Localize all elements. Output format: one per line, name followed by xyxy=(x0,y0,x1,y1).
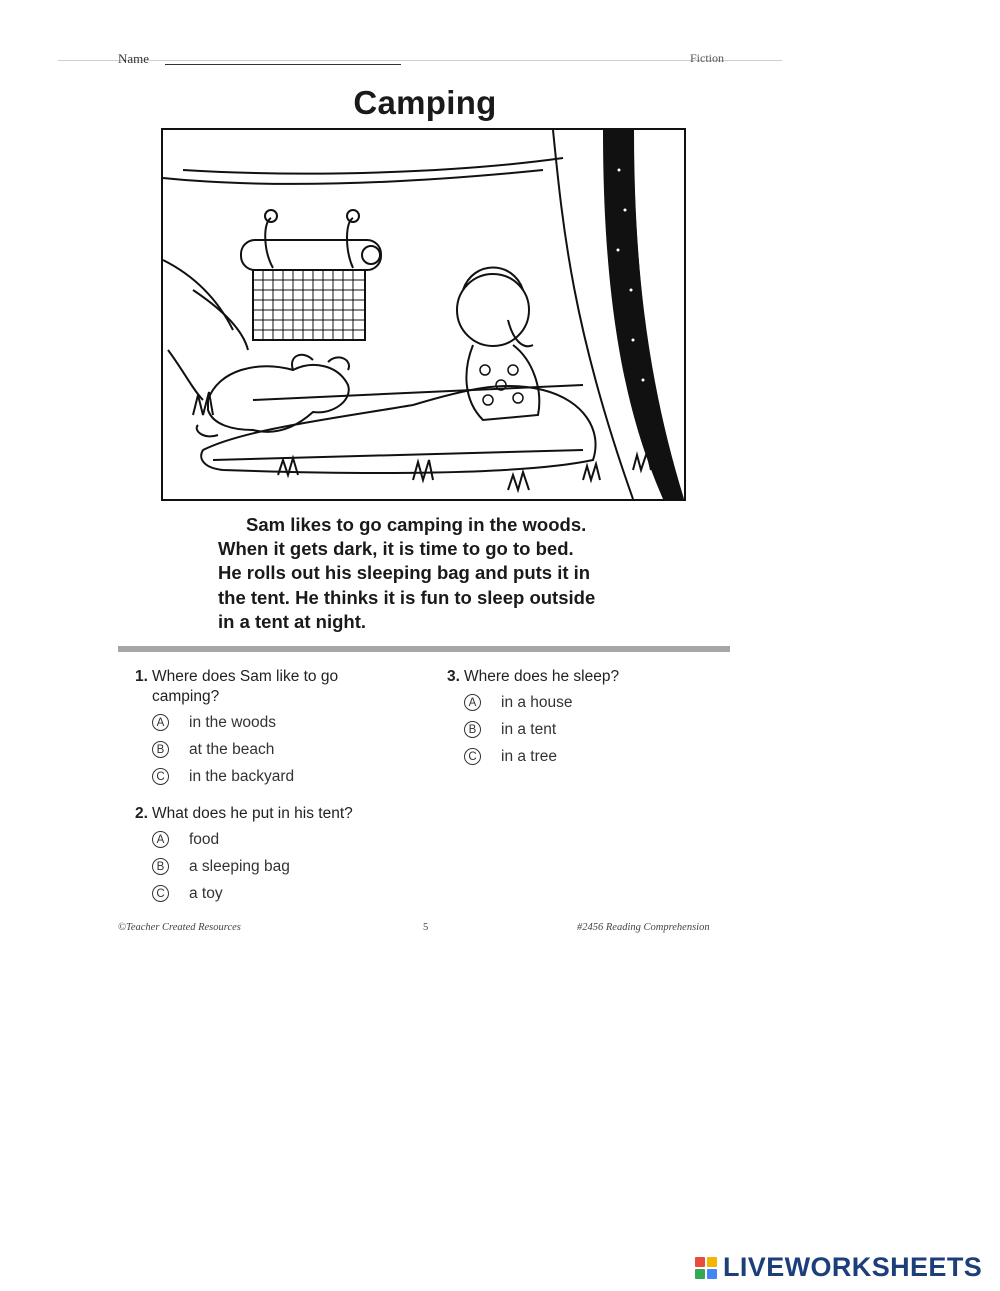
answer-option-c[interactable] xyxy=(464,743,694,770)
question-3 xyxy=(447,667,694,770)
answer-option-c[interactable] xyxy=(152,763,382,790)
page-title: Camping xyxy=(353,84,497,121)
answer-bubble[interactable]: C xyxy=(152,768,169,785)
question-2 xyxy=(135,804,382,907)
question-text: Where does Sam like to go camping? xyxy=(152,668,339,705)
answer-bubble[interactable]: B xyxy=(464,721,481,738)
passage-line: He rolls out his sleeping bag and puts it in xyxy=(218,562,591,584)
answer-bubble[interactable]: B xyxy=(152,741,169,758)
question-1 xyxy=(135,667,382,790)
answer-option-a[interactable] xyxy=(464,689,694,716)
answer-bubble[interactable]: A xyxy=(464,694,481,711)
answer-bubble[interactable]: C xyxy=(152,885,169,902)
answer-bubble[interactable]: A xyxy=(152,714,169,731)
question-number: 3. xyxy=(447,668,460,685)
footer-page-number: 5 xyxy=(423,922,429,933)
option-text: in the woods xyxy=(189,713,277,731)
brand-name: LIVEWORKSHEETS xyxy=(723,1252,983,1282)
answer-bubble[interactable]: C xyxy=(464,748,481,765)
camping-tent-illustration-icon xyxy=(163,130,684,499)
answer-option-b[interactable] xyxy=(152,853,382,880)
name-label: Name xyxy=(118,51,150,66)
passage-line: the tent. He thinks it is fun to sleep outside xyxy=(218,586,596,608)
answer-bubble[interactable]: B xyxy=(152,858,169,875)
passage-line: When it gets dark, it is time to go to bed. xyxy=(218,538,574,560)
footer-copyright: ©Teacher Created Resources xyxy=(118,922,241,933)
name-write-line[interactable] xyxy=(165,64,401,65)
option-text: at the beach xyxy=(189,740,275,758)
logo-square-icon xyxy=(695,1257,705,1267)
answer-option-b[interactable] xyxy=(464,716,694,743)
answer-option-c[interactable] xyxy=(152,880,382,907)
answer-option-b[interactable] xyxy=(152,736,382,763)
answer-bubble[interactable]: A xyxy=(152,831,169,848)
question-number: 1. xyxy=(135,668,148,685)
question-text: Where does he sleep? xyxy=(464,668,620,685)
liveworksheets-logo-icon xyxy=(695,1257,717,1279)
header-rule xyxy=(58,60,782,61)
option-text: in a house xyxy=(501,693,573,711)
passage-line: Sam likes to go camping in the woods. xyxy=(246,514,587,535)
logo-square-icon xyxy=(707,1257,717,1267)
question-number: 2. xyxy=(135,805,148,822)
answer-option-a[interactable] xyxy=(152,826,382,853)
logo-square-icon xyxy=(695,1269,705,1279)
option-text: a sleeping bag xyxy=(189,857,290,875)
question-text: What does he put in his tent? xyxy=(152,805,353,822)
footer-book-title: #2456 Reading Comprehension xyxy=(577,922,710,933)
answer-option-a[interactable] xyxy=(152,709,382,736)
option-text: in a tree xyxy=(501,747,558,765)
logo-square-icon xyxy=(707,1269,717,1279)
liveworksheets-brand[interactable] xyxy=(695,1252,982,1283)
option-text: a toy xyxy=(189,884,223,902)
passage-line: in a tent at night. xyxy=(218,610,366,632)
option-text: food xyxy=(189,830,220,848)
reading-passage xyxy=(218,513,668,634)
genre-label: Fiction xyxy=(690,51,725,65)
option-text: in a tent xyxy=(501,720,557,738)
section-divider xyxy=(118,646,730,652)
option-text: in the backyard xyxy=(189,767,295,785)
camping-illustration xyxy=(161,128,686,501)
